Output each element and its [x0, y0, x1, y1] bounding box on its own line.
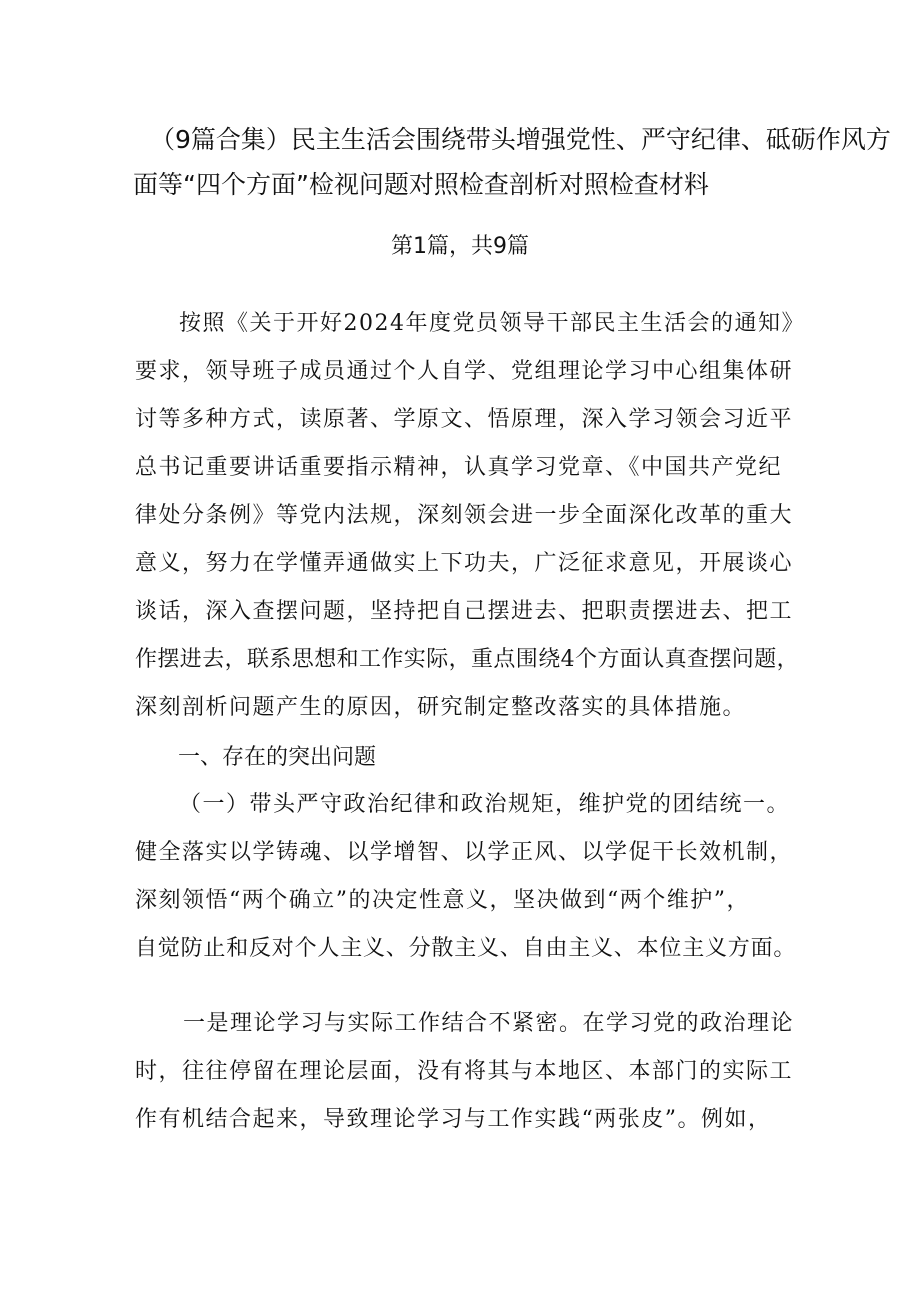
paragraph-line: 作摆进去，联系思想和工作实际，重点围绕4个方面认真查摆问题，	[135, 647, 799, 672]
paragraph-line: 谈话，深入查摆问题，坚持把自己摆进去、把职责摆进去、把工	[135, 599, 794, 624]
paragraph-line: 深刻剖析问题产生的原因，研究制定整改落实的具体措施。	[135, 695, 747, 720]
paragraph-line: 深刻领悟“两个确立”的决定性意义，坚决做到“两个维护”，	[135, 888, 750, 913]
paragraph-line: 按照《关于开好2024年度党员领导干部民主生活会的通知》	[179, 311, 805, 336]
paragraph-line: 健全落实以学铸魂、以学增智、以学正风、以学促干长效机制，	[135, 840, 794, 865]
document-title-line: （9篇合集）民主生活会围绕带头增强党性、严守纪律、砥砺作风方	[150, 125, 891, 154]
paragraph-line: （一）带头严守政治纪律和政治规矩，维护党的团结统一。	[179, 792, 791, 817]
subsection-paragraph	[135, 781, 795, 973]
paragraph-line: 讨等多种方式，读原著、学原文、悟原理，深入学习领会习近平	[135, 407, 794, 432]
point-paragraph	[135, 1000, 795, 1144]
paragraph-line: 要求，领导班子成员通过个人自学、党组理论学习中心组集体研	[135, 359, 794, 384]
paragraph-line: 一是理论学习与实际工作结合不紧密。在学习党的政治理论	[183, 1011, 795, 1036]
section-heading: 一、存在的突出问题	[178, 745, 377, 770]
paragraph-line: 时，往往停留在理论层面，没有将其与本地区、本部门的实际工	[135, 1059, 794, 1084]
document-title-line: 面等“四个方面”检视问题对照检查剖析对照检查材料	[133, 170, 709, 199]
paragraph-line: 自觉防止和反对个人主义、分散主义、自由主义、本位主义方面。	[135, 936, 797, 961]
intro-paragraph	[135, 300, 805, 732]
paragraph-line: 律处分条例》等党内法规，深刻领会进一步全面深化改革的重大	[135, 503, 794, 528]
part-heading: 第1篇，共9篇	[391, 234, 529, 259]
paragraph-line: 意义，努力在学懂弄通做实上下功夫，广泛征求意见，开展谈心	[135, 551, 794, 576]
paragraph-line: 总书记重要讲话重要指示精神，认真学习党章、《中国共产党纪	[135, 455, 783, 480]
paragraph-line: 作有机结合起来，导致理论学习与工作实践“两张皮”。例如，	[135, 1107, 772, 1132]
document-title	[133, 117, 891, 207]
